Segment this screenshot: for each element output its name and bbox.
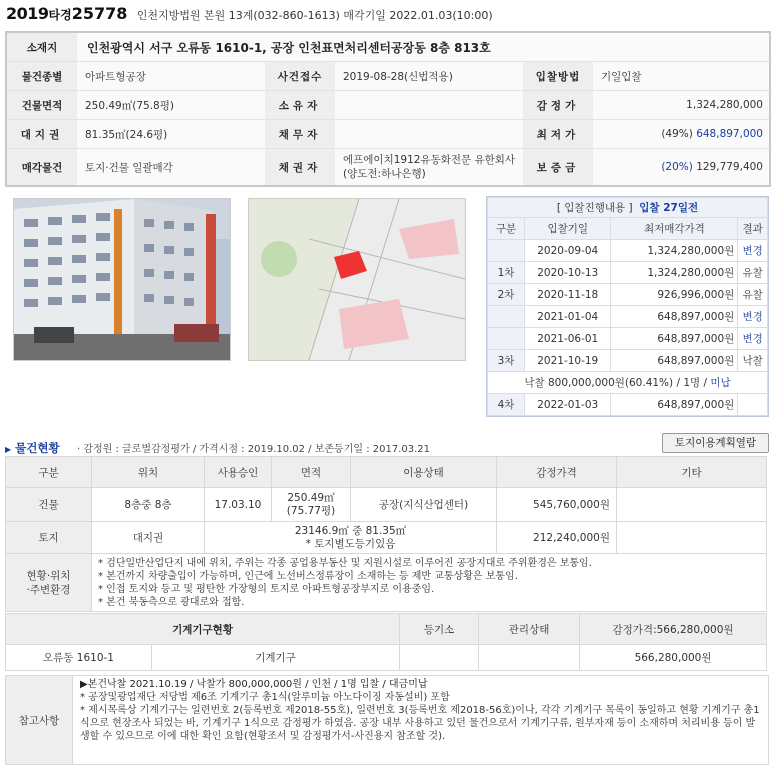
building-area-label: 건물면적 [7, 91, 77, 120]
bid-row-date: 2021-01-04 [525, 306, 611, 328]
building-use: 공장(지식산업센터) [351, 488, 497, 522]
sale-item-label: 매각물건 [7, 149, 77, 186]
bid-row-round: 1차 [488, 262, 525, 284]
machinery-table [5, 613, 767, 671]
building-location: 8층중 8층 [92, 488, 205, 522]
land-row-label: 토지 [6, 522, 92, 554]
machinery-price: 566,280,000원 [580, 645, 767, 671]
status-col-type: 구분 [6, 457, 92, 488]
land-price: 212,240,000원 [497, 522, 617, 554]
land-note: * 토지별도등기있음 [305, 537, 396, 550]
bid-row [488, 328, 768, 350]
bid-row-round: 2차 [488, 284, 525, 306]
bid-row-round: 4차 [488, 394, 525, 416]
bid-row-round: 3차 [488, 350, 525, 372]
building-row-label: 건물 [6, 488, 92, 522]
type-value: 아파트형공장 [77, 62, 265, 91]
building-etc [617, 488, 767, 522]
section-header [5, 440, 430, 456]
status-col-etc: 기타 [617, 457, 767, 488]
environment-label [6, 554, 92, 612]
bid-row-round [488, 328, 525, 350]
bid-row [488, 240, 768, 262]
min-price-amount: 648,897,000 [696, 128, 763, 140]
creditor-value: 에프에이치1912유동화전문 유한회사(양도전:하나은행) [343, 154, 516, 180]
debtor-label: 채무자 [265, 120, 335, 149]
machinery-location: 오류동 1610-1 [6, 645, 152, 671]
bid-row-date: 2021-10-19 [525, 350, 611, 372]
bid-method-value: 기일입찰 [593, 62, 769, 91]
deposit-pct: (20%) [661, 161, 693, 173]
land-area [205, 522, 497, 554]
bid-row-price: 1,324,280,000원 [611, 240, 738, 262]
location-map-image [249, 199, 465, 360]
land-location: 대지권 [92, 522, 205, 554]
bid-row-date: 2021-06-01 [525, 328, 611, 350]
bid-row-result: 유찰 [738, 284, 768, 306]
min-price-value [593, 120, 769, 149]
notes-line: * 공장및광업재단 저당법 제6조 기계기구 총1식(알루미늄 아노다이징 자동설비) 포함 [80, 692, 450, 703]
bid-row-result [738, 394, 768, 416]
land-right-label: 대지권 [7, 120, 77, 149]
notes-body [80, 678, 764, 743]
debtor-value [335, 120, 523, 149]
status-col-use: 이용상태 [351, 457, 497, 488]
bid-row-result[interactable]: 변경 [738, 328, 768, 350]
bid-row-date: 2020-10-13 [525, 262, 611, 284]
land-etc [617, 522, 767, 554]
bid-title [488, 198, 768, 218]
arrow-icon: ▶ [5, 445, 12, 454]
machinery-col-price: 감정가격:566,280,000원 [580, 614, 767, 645]
building-approval: 17.03.10 [205, 488, 272, 522]
case-year: 2019 [6, 4, 49, 23]
bid-row-date: 2022-01-03 [525, 394, 611, 416]
environment-label-2: ·주변환경 [26, 583, 71, 596]
bid-row [488, 350, 768, 372]
court-info: 인천지방법원 본원 13계(032-860-1613) 매각기일 2022.01.03(10:00) [136, 9, 493, 22]
machinery-col-registry: 등기소 [400, 614, 479, 645]
land-right-value: 81.35㎡(24.6평) [77, 120, 265, 149]
creditor-label: 채권자 [265, 149, 335, 186]
bid-title-text: [ 입찰진행내용 ] [556, 202, 633, 214]
bid-row-price: 648,897,000원 [611, 328, 738, 350]
status-col-area: 면적 [272, 457, 351, 488]
status-col-price: 감정가격 [497, 457, 617, 488]
appraisal-value: 1,324,280,000 [593, 91, 769, 120]
notes-line: ▶본건낙찰 2021.10.19 / 낙찰가 800,000,000원 / 인천 / 1명 입찰 / 대금미납 [80, 679, 428, 690]
bid-row-date: 2020-09-04 [525, 240, 611, 262]
case-number: 25778 [71, 4, 128, 23]
deposit-amount: 129,779,400 [696, 161, 763, 173]
land-area-text: 23146.9㎡ 중 81.35㎡ [294, 524, 407, 537]
bid-row [488, 262, 768, 284]
building-area-pyeong: (75.77평) [286, 504, 336, 517]
bid-dday: 입찰 27일전 [639, 202, 699, 214]
bid-row-date: 2020-11-18 [525, 284, 611, 306]
property-info-table [5, 31, 771, 187]
bid-row-round [488, 240, 525, 262]
property-status-table [5, 456, 767, 612]
bid-col-result: 결과 [738, 218, 768, 240]
deposit-label: 보증금 [523, 149, 593, 186]
deposit-value [593, 149, 769, 186]
address-value: 인천광역시 서구 오류동 1610-1, 공장 인천표면처리센터공장동 8층 813호 [77, 33, 769, 62]
owner-value [335, 91, 523, 120]
building-photo[interactable] [13, 198, 231, 361]
type-label: 물건종별 [7, 62, 77, 91]
status-col-approval: 사용승인 [205, 457, 272, 488]
environment-line: * 본건까지 차량출입이 가능하며, 인근에 노선버스정류장이 소재하는 등 제반 교통상황은 보통임. [98, 570, 518, 582]
bid-row-result: 유찰 [738, 262, 768, 284]
bid-row-round [488, 306, 525, 328]
land-use-plan-button[interactable]: 토지이용계획열람 [662, 433, 769, 453]
min-price-label: 최저가 [523, 120, 593, 149]
section-meta: · 감정원 : 글로벌감정평가 / 가격시점 : 2019.10.02 / 보존등기일 : 2017.03.21 [76, 444, 430, 455]
building-price: 545,760,000원 [497, 488, 617, 522]
bid-col-date: 입찰기일 [525, 218, 611, 240]
status-col-location: 위치 [92, 457, 205, 488]
min-price-pct: (49%) [661, 128, 693, 140]
case-header [6, 4, 493, 23]
machinery-registry [400, 645, 479, 671]
bid-col-price: 최저매각가격 [611, 218, 738, 240]
bid-method-label: 입찰방법 [523, 62, 593, 91]
sale-result [488, 372, 768, 394]
environment-line: * 본건 북동측으로 광대로와 접함. [98, 596, 245, 608]
bid-col-round: 구분 [488, 218, 525, 240]
section-title [5, 441, 60, 455]
appraisal-label: 감정가 [523, 91, 593, 120]
building-area-sqm: 250.49㎡ [287, 491, 335, 504]
bid-row-price: 648,897,000원 [611, 306, 738, 328]
case-received-label: 사건접수 [265, 62, 335, 91]
section-title-text: 물건현황 [15, 441, 60, 455]
owner-label: 소유자 [265, 91, 335, 120]
case-received-value: 2019-08-28(신법적용) [335, 62, 523, 91]
environment-label-1: 현황·위치 [26, 569, 71, 582]
case-type: 타경 [48, 8, 72, 22]
bid-row-result[interactable]: 변경 [738, 240, 768, 262]
notes-line: * 제시목록상 기계기구는 일련번호 2(등록번호 제2018-55호), 일련번호 3(등록번호 제2018-56호)이나, 각각 기계기구 목록이 동일하고 현황 기계기구 총1식으로 현장조사 되었는 바, 기계기구 1식으로 감정평가 하였음. 공장 내부 사용하고 있던 물건으로서 기계기구류, 원부자재 등이 소재하며 처리비용 등이 발생할 수 있으므로 이에 대한 확인 요함(현황조서 및 감정평가서-사진용지 참조할 것). [80, 705, 760, 742]
machinery-col-condition: 관리상태 [479, 614, 580, 645]
bid-row-price: 648,897,000원 [611, 394, 738, 416]
building-area-value: 250.49㎡(75.8평) [77, 91, 265, 120]
environment-line: * 검단일반산업단지 내에 위치, 주위는 각종 공업용부동산 및 지원시설로 이루어진 공장지대로 주위환경은 보통임. [98, 557, 592, 569]
notes-box [5, 675, 769, 765]
bid-row-price: 926,996,000원 [611, 284, 738, 306]
location-map[interactable] [248, 198, 466, 361]
bid-row [488, 284, 768, 306]
environment-text [92, 554, 767, 612]
sale-result-text: 낙찰 800,000,000원(60.41%) / 1명 / [524, 377, 711, 389]
bid-row-result[interactable]: 변경 [738, 306, 768, 328]
machinery-condition [479, 645, 580, 671]
building-photo-image [14, 199, 230, 360]
environment-line: * 인접 토지와 등고 및 평탄한 가장형의 토지로 아파트형공장부지로 이용중임. [98, 583, 435, 595]
bid-row [488, 306, 768, 328]
bid-row-result: 낙찰 [738, 350, 768, 372]
sale-unpaid[interactable]: 미납 [710, 377, 731, 389]
building-area [272, 488, 351, 522]
address-label: 소재지 [7, 33, 77, 62]
machinery-type: 기계기구 [152, 645, 400, 671]
notes-label: 참고사항 [6, 676, 73, 764]
sale-item-value: 토지·건물 일괄매각 [85, 161, 173, 174]
bid-row-price: 648,897,000원 [611, 350, 738, 372]
bid-row-price: 1,324,280,000원 [611, 262, 738, 284]
bid-progress-table [486, 196, 769, 417]
machinery-col-title: 기계기구현황 [6, 614, 400, 645]
